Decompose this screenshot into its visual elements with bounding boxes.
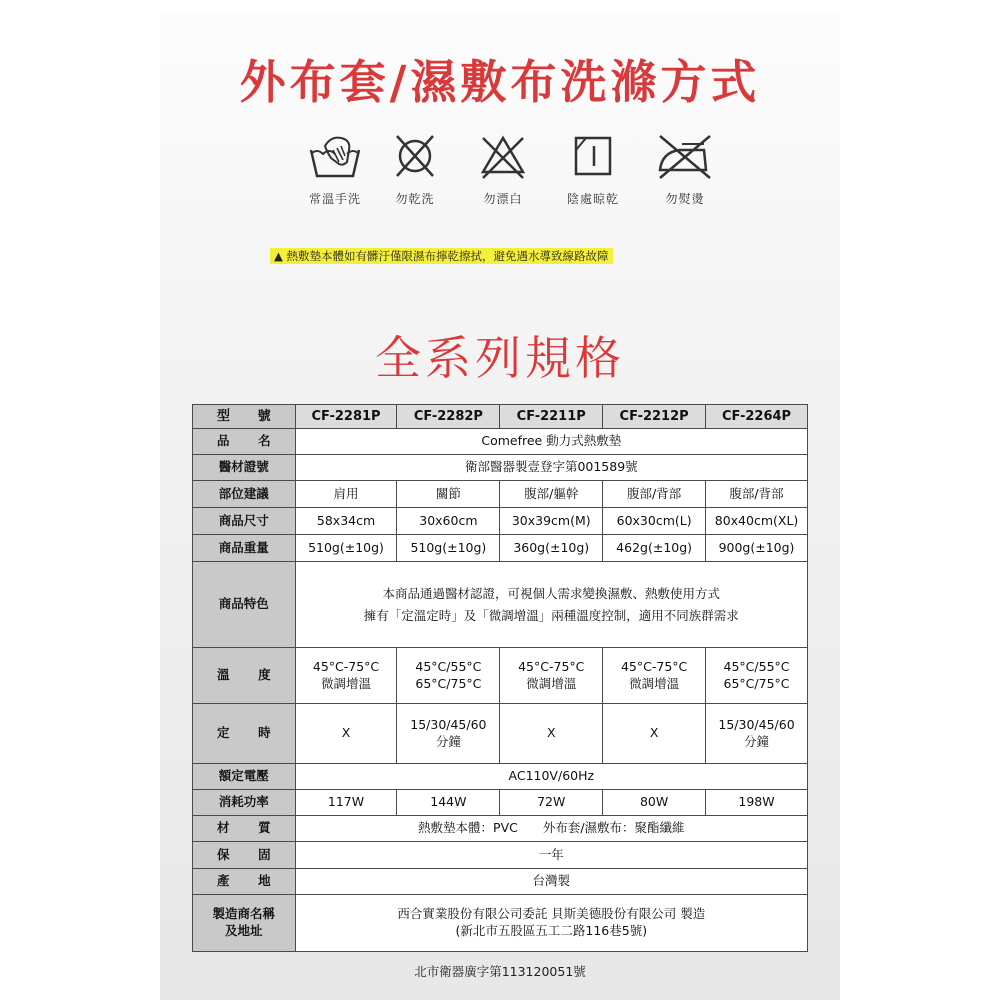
table-row-manufacturer — [193, 895, 808, 952]
row-label: 商品重量 — [193, 535, 296, 562]
care-item-hand-wash — [290, 132, 380, 207]
timer-cell: X — [603, 704, 706, 764]
size-cell: 60x30cm(L) — [603, 508, 706, 535]
body-part-cell: 腹部/軀幹 — [500, 481, 603, 508]
no-dry-clean-icon — [387, 132, 443, 180]
row-label: 材 質 — [193, 816, 296, 842]
table-row-weight — [193, 535, 808, 562]
row-label: 型 號 — [193, 405, 296, 429]
license-cell: 衛部醫器製壹登字第001589號 — [295, 455, 807, 481]
warning-banner: ▲ 熱敷墊本體如有髒汙僅限濕布擰乾擦拭，避免遇水導致線路故障 — [270, 248, 613, 264]
power-cell: 72W — [500, 790, 603, 816]
weight-cell: 510g(±10g) — [397, 535, 500, 562]
care-icons — [290, 132, 710, 222]
no-iron-icon — [654, 132, 716, 180]
table-row-power — [193, 790, 808, 816]
table-row-product-name — [193, 429, 808, 455]
warranty-cell: 一年 — [295, 842, 807, 869]
model-cell: CF-2211P — [500, 405, 603, 429]
feature-line: 擁有「定溫定時」及「微調增溫」兩種溫度控制，適用不同族群需求 — [363, 607, 739, 623]
row-label: 品 名 — [193, 429, 296, 455]
power-cell: 117W — [295, 790, 397, 816]
care-item-no-iron — [640, 132, 730, 207]
table-row-license — [193, 455, 808, 481]
care-label: 勿熨燙 — [665, 192, 705, 206]
care-label: 勿漂白 — [483, 192, 523, 206]
timer-cell: X — [500, 704, 603, 764]
model-cell: CF-2212P — [603, 405, 706, 429]
temperature-cell: 45°C-75°C 微調增溫 — [295, 648, 397, 704]
model-cell: CF-2281P — [295, 405, 397, 429]
row-label: 定 時 — [193, 704, 296, 764]
ad-license-footer: 北市衛器廣字第113120051號 — [414, 964, 586, 979]
features-cell — [295, 562, 807, 648]
size-cell: 80x40cm(XL) — [706, 508, 808, 535]
row-label: 消耗功率 — [193, 790, 296, 816]
shade-dry-icon — [565, 132, 621, 180]
table-row-timer — [193, 704, 808, 764]
weight-cell: 900g(±10g) — [706, 535, 808, 562]
temperature-cell: 45°C/55°C 65°C/75°C — [397, 648, 500, 704]
spec-section-title: 全系列規格 — [375, 331, 625, 385]
table-row-model — [193, 405, 808, 429]
body-part-cell: 腹部/背部 — [706, 481, 808, 508]
care-item-no-dry-clean — [370, 132, 460, 207]
material-cell: 熱敷墊本體：PVC 外布套/濕敷布：聚酯纖維 — [295, 816, 807, 842]
row-label: 部位建議 — [193, 481, 296, 508]
body-part-cell: 關節 — [397, 481, 500, 508]
table-row-voltage — [193, 764, 808, 790]
row-label: 產 地 — [193, 869, 296, 895]
table-row-body-part — [193, 481, 808, 508]
origin-cell: 台灣製 — [295, 869, 807, 895]
body-part-cell: 腹部/背部 — [603, 481, 706, 508]
row-label: 商品特色 — [193, 562, 296, 648]
timer-cell: 15/30/45/60 分鐘 — [397, 704, 500, 764]
temperature-cell: 45°C-75°C 微調增溫 — [500, 648, 603, 704]
model-cell: CF-2282P — [397, 405, 500, 429]
power-cell: 198W — [706, 790, 808, 816]
size-cell: 58x34cm — [295, 508, 397, 535]
row-label: 保 固 — [193, 842, 296, 869]
wash-section-title: 外布套/濕敷布洗滌方式 — [239, 55, 761, 109]
temperature-cell: 45°C/55°C 65°C/75°C — [706, 648, 808, 704]
product-name-cell: Comefree 動力式熱敷墊 — [295, 429, 807, 455]
row-label: 溫 度 — [193, 648, 296, 704]
manufacturer-cell — [295, 895, 807, 952]
weight-cell: 510g(±10g) — [295, 535, 397, 562]
size-cell: 30x39cm(M) — [500, 508, 603, 535]
table-row-origin — [193, 869, 808, 895]
no-bleach-icon — [475, 132, 531, 180]
timer-cell: X — [295, 704, 397, 764]
table-row-temperature — [193, 648, 808, 704]
table-row-size — [193, 508, 808, 535]
row-label: 商品尺寸 — [193, 508, 296, 535]
care-label: 陰處晾乾 — [566, 192, 619, 206]
manufacturer-name: 西合實業股份有限公司委託 貝斯美德股份有限公司 製造 — [397, 906, 706, 922]
hand-wash-icon — [307, 132, 363, 180]
timer-cell: 15/30/45/60 分鐘 — [706, 704, 808, 764]
care-item-shade-dry — [548, 132, 638, 207]
care-label: 常溫手洗 — [308, 192, 361, 206]
table-row-features — [193, 562, 808, 648]
manufacturer-address: (新北市五股區五工二路116巷5號) — [455, 923, 648, 938]
product-page — [160, 10, 840, 1000]
voltage-cell: AC110V/60Hz — [295, 764, 807, 790]
power-cell: 144W — [397, 790, 500, 816]
weight-cell: 360g(±10g) — [500, 535, 603, 562]
feature-line: 本商品通過醫材認證，可視個人需求變換濕敷、熱敷使用方式 — [382, 585, 721, 601]
body-part-cell: 肩用 — [295, 481, 397, 508]
table-row-warranty — [193, 842, 808, 869]
model-cell: CF-2264P — [706, 405, 808, 429]
table-row-material — [193, 816, 808, 842]
spec-table — [192, 404, 808, 952]
temperature-cell: 45°C-75°C 微調增溫 — [603, 648, 706, 704]
row-label: 額定電壓 — [193, 764, 296, 790]
size-cell: 30x60cm — [397, 508, 500, 535]
care-item-no-bleach — [458, 132, 548, 207]
care-label: 勿乾洗 — [395, 192, 435, 206]
row-label: 醫材證號 — [193, 455, 296, 481]
row-label: 製造商名稱 及地址 — [193, 895, 296, 952]
power-cell: 80W — [603, 790, 706, 816]
weight-cell: 462g(±10g) — [603, 535, 706, 562]
